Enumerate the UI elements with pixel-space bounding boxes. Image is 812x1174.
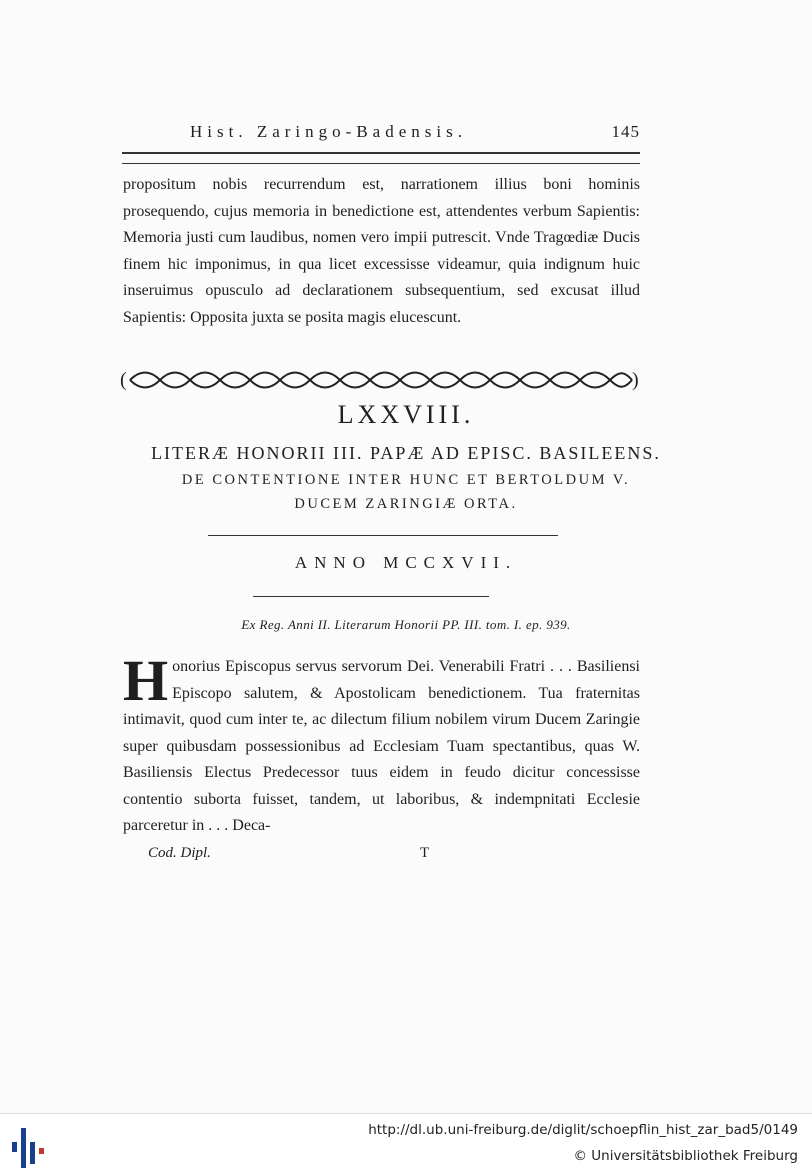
year-line: ANNO MCCXVII. bbox=[294, 553, 518, 572]
permalink-url[interactable]: http://dl.ub.uni-freiburg.de/diglit/schoepflin_hist_zar_bad5/0149 bbox=[368, 1122, 798, 1138]
paragraph-2-text: onorius Episcopus servus servorum Dei. Venerabili Fratri . . . Basiliensi Episcopo salutem, & Apostolicam benedictionem. Tua fraternitas intimavit, quod cum inter te, ac dilectum filium nobilem virum Ducem Zaringie super quibusdam possessionibus ad Ecclesiam Tuam spectantibus, quas W. Basiliensis Electus Predecessor tuus eidem in feudo dicitur concessisse contentio suborta fuisset, tandem, ut laboribus, & indempnitati Ecclesie parceretur in . . . Deca- bbox=[123, 658, 640, 834]
heading-line-3: DUCEM ZARINGIÆ ORTA. bbox=[294, 496, 518, 512]
signature-letter: T bbox=[420, 845, 430, 861]
heading-line-2: DE CONTENTIONE INTER HUNC ET BERTOLDUM V. bbox=[181, 472, 631, 488]
document-number: LXXVIII. bbox=[337, 400, 475, 429]
running-head bbox=[190, 122, 640, 146]
running-head-title: Hist. Zaringo-Badensis. bbox=[190, 122, 467, 141]
drop-cap: H bbox=[123, 648, 169, 713]
section-rule-lower bbox=[253, 596, 489, 597]
svg-text:): ) bbox=[632, 369, 639, 391]
signature-mark: Cod. Dipl. bbox=[148, 845, 211, 861]
source-note: Ex Reg. Anni II. Literarum Honorii PP. III. tom. I. ep. 939. bbox=[241, 617, 571, 632]
header-double-rule bbox=[122, 152, 640, 164]
svg-text:(: ( bbox=[120, 369, 127, 391]
library-logo-icon[interactable] bbox=[12, 1128, 48, 1168]
paragraph-2 bbox=[123, 648, 640, 840]
heading-line-1: LITERÆ HONORII III. PAPÆ AD EPISC. BASILEENS. bbox=[151, 443, 661, 463]
paragraph-1: propositum nobis recurrendum est, narrationem illius boni hominis prosequendo, cujus memoria in benedictione est, attendentes verbum Sapientis: Memoria justi cum laudibus, nomen vero impii putrescit. Vnde Tragœdiæ Ducis finem hic imponimus, in qua licet excessisse videamur, quia indignum huic inseruimus opusculo ad declarationem subsequentium, sed excusat illud Sapientis: Opposita juxta se posita magis elucescunt. bbox=[123, 176, 640, 326]
viewer-footer-bar bbox=[0, 1113, 812, 1174]
section-rule-upper bbox=[208, 535, 558, 536]
ornamental-border bbox=[120, 368, 642, 392]
copyright-notice: © Universitätsbibliothek Freiburg bbox=[573, 1148, 798, 1164]
page-number: 145 bbox=[611, 122, 640, 141]
